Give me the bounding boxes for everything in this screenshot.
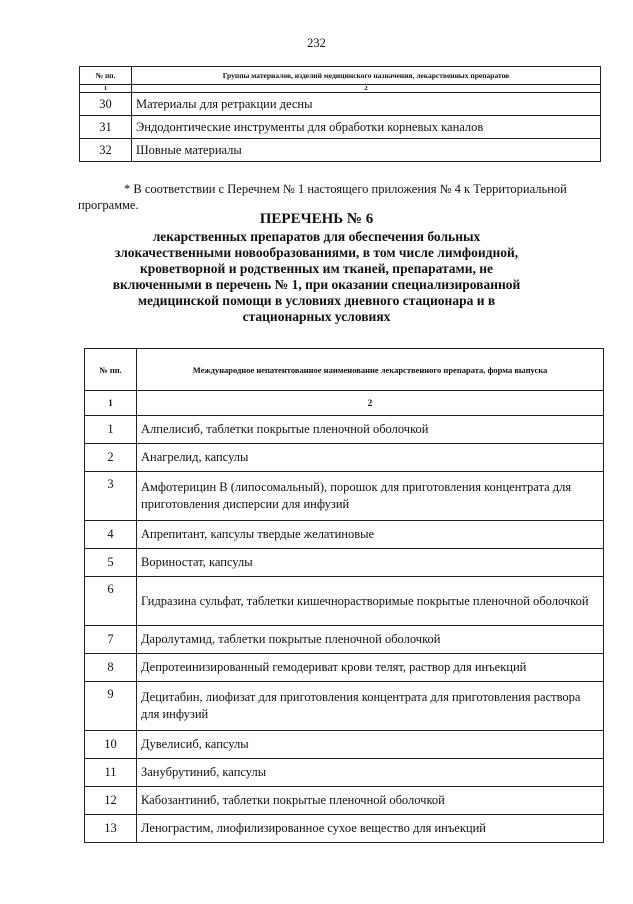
column-number-2: 2 (132, 85, 601, 93)
row-text: Алпелисиб, таблетки покрытые пленочной оболочкой (137, 416, 604, 444)
header-number: № пп. (80, 67, 132, 85)
table-header-row (80, 67, 601, 85)
row-text: Шовные материалы (132, 139, 601, 162)
row-number: 32 (80, 139, 132, 162)
row-text: Ленограстим, лиофилизированное сухое вещество для инъекций (137, 815, 604, 843)
row-text: Кабозантиниб, таблетки покрытые пленочной оболочкой (137, 787, 604, 815)
table-row (80, 116, 601, 139)
row-number: 1 (85, 416, 137, 444)
row-number: 8 (85, 654, 137, 682)
row-text: Депротеинизированный гемодериват крови телят, раствор для инъекций (137, 654, 604, 682)
row-number: 4 (85, 521, 137, 549)
header-number: № пп. (85, 349, 137, 391)
table-row (85, 682, 604, 731)
page-number: 232 (307, 36, 326, 50)
list-title: ПЕРЕЧЕНЬ № 6 (259, 211, 374, 227)
column-number-row (80, 85, 601, 93)
table-row (85, 472, 604, 521)
column-number-row (85, 391, 604, 416)
row-text: Материалы для ретракции десны (132, 93, 601, 116)
table-row (85, 416, 604, 444)
row-text: Дувелисиб, капсулы (137, 731, 604, 759)
table-row (85, 521, 604, 549)
table-row (85, 444, 604, 472)
table-row (85, 577, 604, 626)
row-text: Децитабин, лиофизат для приготовления концентрата для приготовления раствора для инфузий (137, 682, 604, 731)
row-text: Гидразина сульфат, таблетки кишечнорастворимые покрытые пленочной оболочкой (137, 577, 604, 626)
table-row (85, 759, 604, 787)
drugs-table (84, 348, 604, 843)
row-number: 12 (85, 787, 137, 815)
table-row (85, 815, 604, 843)
row-text: Даролутамид, таблетки покрытые пленочной оболочкой (137, 626, 604, 654)
column-number-1: 1 (85, 391, 137, 416)
row-number: 31 (80, 116, 132, 139)
row-number: 9 (85, 682, 137, 731)
row-number: 2 (85, 444, 137, 472)
column-number-1: 1 (80, 85, 132, 93)
row-text: Вориностат, капсулы (137, 549, 604, 577)
row-text: Анагрелид, капсулы (137, 444, 604, 472)
row-text: Амфотерицин В (липосомальный), порошок для приготовления концентрата для приготовления дисперсии для инфузий (137, 472, 604, 521)
row-number: 13 (85, 815, 137, 843)
row-number: 11 (85, 759, 137, 787)
table-row (80, 93, 601, 116)
row-number: 3 (85, 472, 137, 521)
materials-table (79, 66, 601, 162)
table-row (85, 787, 604, 815)
row-number: 5 (85, 549, 137, 577)
list-subtitle: лекарственных препаратов для обеспечения больных злокачественными новообразованиями, в том числе лимфоидной, кроветворной и родственных им тканей, препаратами, не включенными в перечень № 1, при оказании специализированной медицинской помощи в условиях дневного стационара и в стационарных условиях (112, 229, 521, 325)
row-number: 30 (80, 93, 132, 116)
header-drug-name: Международное непатентованное наименование лекарственного препарата, форма выпуска (137, 349, 604, 391)
table-row (85, 731, 604, 759)
table-row (85, 654, 604, 682)
footnote: * В соответствии с Перечнем № 1 настоящего приложения № 4 к Территориальной программе. (78, 182, 567, 212)
table-header-row (85, 349, 604, 391)
header-group: Группы материалов, изделий медицинского назначения, лекарственных препаратов (132, 67, 601, 85)
row-number: 10 (85, 731, 137, 759)
table-row (85, 626, 604, 654)
row-text: Занубрутиниб, капсулы (137, 759, 604, 787)
row-text: Апрепитант, капсулы твердые желатиновые (137, 521, 604, 549)
row-number: 6 (85, 577, 137, 626)
row-text: Эндодонтические инструменты для обработки корневых каналов (132, 116, 601, 139)
row-number: 7 (85, 626, 137, 654)
table-row (80, 139, 601, 162)
table-row (85, 549, 604, 577)
column-number-2: 2 (137, 391, 604, 416)
